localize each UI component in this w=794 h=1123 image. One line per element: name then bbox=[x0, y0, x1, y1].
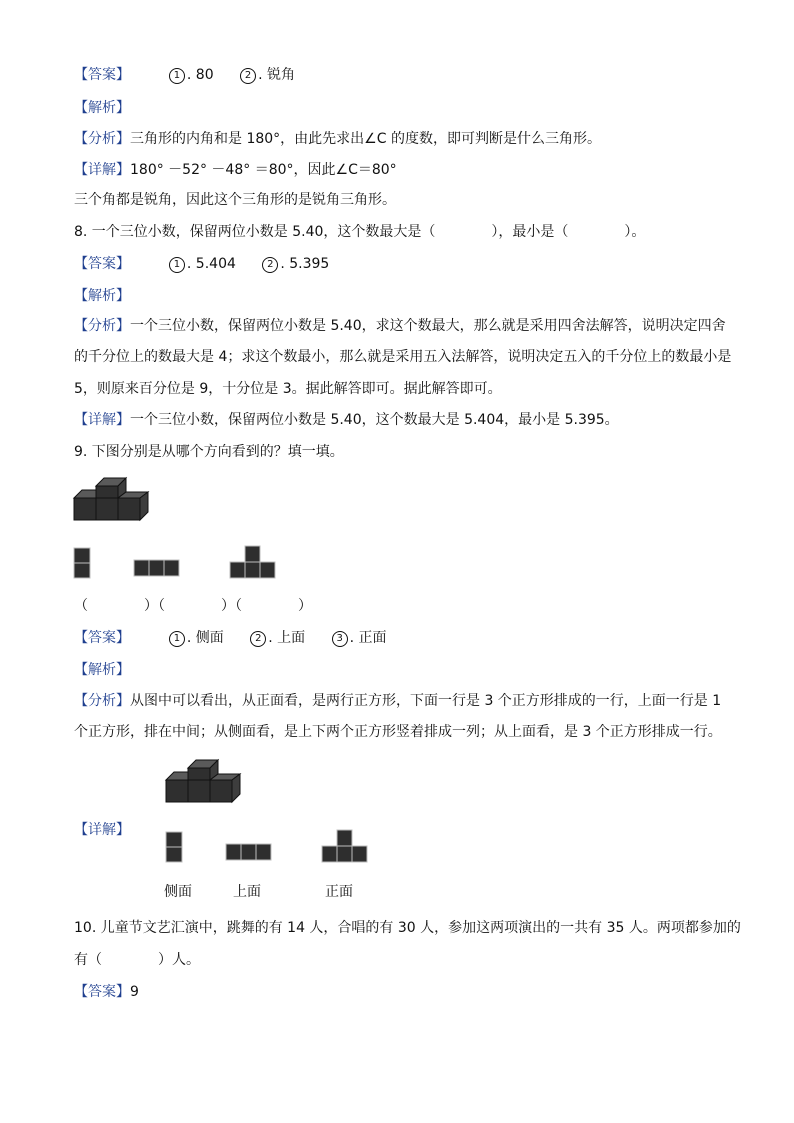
circled-number: 1 bbox=[169, 257, 185, 273]
q9-answer-line bbox=[74, 628, 409, 648]
q10-question-line1: 10. 儿童节文艺汇演中，跳舞的有 14 人，合唱的有 30 人，参加这两项演出的一共有 35 人。两项都参加的 bbox=[74, 920, 741, 936]
fenxi-tag: 【分析】 bbox=[74, 318, 130, 334]
q8-fenxi-line1 bbox=[74, 316, 726, 336]
circled-number: 2 bbox=[240, 68, 256, 84]
circled-number: 1 bbox=[169, 68, 185, 84]
fenxi-tag: 【分析】 bbox=[74, 693, 130, 709]
front-view-detail bbox=[322, 830, 370, 864]
view-label-top: 上面 bbox=[233, 884, 261, 900]
analysis-tag: 【解析】 bbox=[74, 288, 130, 304]
q8-answer-1 bbox=[169, 254, 236, 274]
q7-conclusion: 三个角都是锐角，因此这个三角形的是锐角三角形。 bbox=[74, 192, 396, 208]
circled-number: 2 bbox=[250, 631, 266, 647]
fenxi-text: 从图中可以看出，从正面看，是两行正方形，下面一行是 3 个正方形排成的一行，上面一行是 1 bbox=[130, 693, 722, 709]
q7-answer-2 bbox=[240, 65, 295, 85]
q8-xiangjie bbox=[74, 410, 619, 430]
fenxi-text: 一个三位小数，保留两位小数是 5.40，求这个数最大，那么就是采用四舍法解答，说明决定四舍 bbox=[130, 318, 726, 334]
fenxi-tag: 【分析】 bbox=[74, 131, 130, 147]
xiangjie-text: 一个三位小数，保留两位小数是 5.40，这个数最大是 5.404，最小是 5.395。 bbox=[130, 412, 619, 428]
answer-tag: 【答案】 bbox=[74, 256, 130, 272]
circled-number: 3 bbox=[332, 631, 348, 647]
q10-answer-line bbox=[74, 982, 139, 1002]
q9-answer-2 bbox=[250, 628, 305, 648]
q7-answer-1 bbox=[169, 65, 214, 85]
analysis-tag: 【解析】 bbox=[74, 100, 130, 116]
answer-tag: 【答案】 bbox=[74, 630, 130, 646]
answer-text: . 正面 bbox=[349, 630, 387, 646]
answer-text: . 侧面 bbox=[186, 630, 224, 646]
side-view-detail bbox=[166, 832, 184, 864]
q9-blanks: （ ）（ ）（ ） bbox=[74, 598, 312, 614]
q8-fenxi-line3: 5，则原来百分位是 9，十分位是 3。据此解答即可。据此解答即可。 bbox=[74, 381, 502, 397]
fenxi-text: 三角形的内角和是 180°，由此先求出∠C 的度数，即可判断是什么三角形。 bbox=[130, 131, 601, 147]
top-view-figure bbox=[134, 560, 182, 578]
answer-text: . 5.404 bbox=[186, 256, 236, 272]
q8-answer-2 bbox=[262, 254, 329, 274]
view-label-front: 正面 bbox=[325, 884, 353, 900]
q9-fenxi-line1 bbox=[74, 691, 721, 711]
q8-question: 8. 一个三位小数，保留两位小数是 5.40，这个数最大是（ ），最小是（ ）。 bbox=[74, 224, 646, 240]
circled-number: 2 bbox=[262, 257, 278, 273]
analysis-tag: 【解析】 bbox=[74, 662, 130, 678]
q7-answer-line bbox=[74, 65, 317, 85]
cube-figure bbox=[74, 474, 154, 522]
side-view-figure bbox=[74, 548, 92, 580]
q9-answer-3 bbox=[332, 628, 387, 648]
xiangjie-text: 180° －52° －48° ＝80°，因此∠C＝80° bbox=[130, 162, 397, 178]
front-view-figure bbox=[230, 546, 278, 580]
answer-text: . 锐角 bbox=[258, 67, 295, 83]
answer-tag: 【答案】 bbox=[74, 984, 130, 1000]
answer-text: . 5.395 bbox=[280, 256, 330, 272]
view-label-side: 侧面 bbox=[164, 884, 192, 900]
answer-text: 9 bbox=[130, 984, 139, 1000]
q7-xiangjie bbox=[74, 160, 397, 180]
cube-figure-detail bbox=[166, 756, 246, 804]
q9-fenxi-line2: 个正方形，排在中间；从侧面看，是上下两个正方形竖着排成一列；从上面看，是 3 个正方形排成一行。 bbox=[74, 724, 722, 740]
xiangjie-tag: 【详解】 bbox=[74, 162, 130, 178]
answer-tag: 【答案】 bbox=[74, 67, 130, 83]
q9-question: 9. 下图分别是从哪个方向看到的？填一填。 bbox=[74, 444, 344, 460]
q8-fenxi-line2: 的千分位上的数最大是 4；求这个数最小，那么就是采用五入法解答，说明决定五入的千分位上的数最小是 bbox=[74, 349, 732, 365]
q10-question-line2: 有（ ）人。 bbox=[74, 952, 200, 968]
q8-answer-line bbox=[74, 254, 351, 274]
xiangjie-tag: 【详解】 bbox=[74, 412, 130, 428]
answer-text: . 80 bbox=[186, 67, 214, 83]
xiangjie-tag: 【详解】 bbox=[74, 822, 130, 838]
circled-number: 1 bbox=[169, 631, 185, 647]
q7-fenxi bbox=[74, 129, 601, 149]
answer-text: . 上面 bbox=[268, 630, 306, 646]
top-view-detail bbox=[226, 844, 274, 862]
q9-answer-1 bbox=[169, 628, 224, 648]
